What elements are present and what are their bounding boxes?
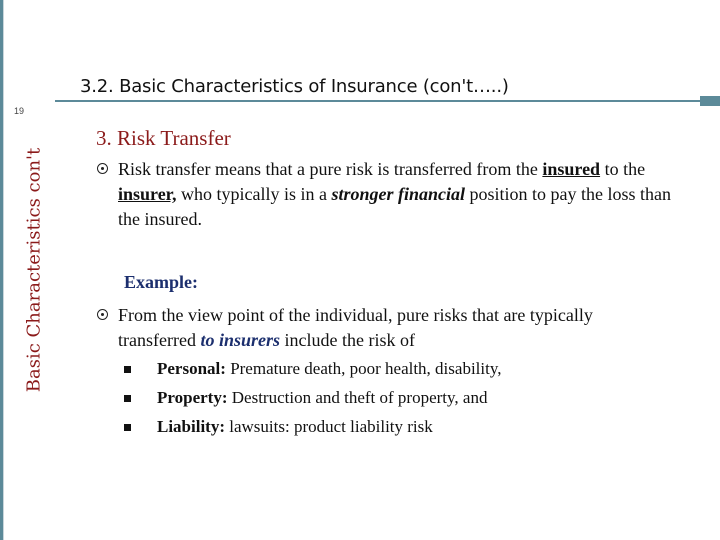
sub-item-property: Property: Destruction and theft of property, and (157, 388, 488, 407)
example-label: Example: (124, 272, 198, 292)
sidebar-vertical-title: Basic Characteristics con't (23, 147, 45, 393)
slide-title: 3.2. Basic Characteristics of Insurance (con't…..) (80, 76, 509, 97)
stronger-financial-emphasis: stronger financial (331, 184, 466, 204)
title-divider-accent (700, 96, 720, 106)
slide-number: 19 (14, 106, 25, 116)
sub-item-personal: Personal: Premature death, poor health, disability, (157, 359, 502, 378)
circle-bullet-icon (97, 163, 108, 174)
square-bullet-icon (124, 424, 131, 431)
risk-transfer-paragraph: Risk transfer means that a pure risk is transferred from the insured to the insurer, who typically is in a stronger financial position to pay the loss than the insured. (118, 159, 672, 229)
circle-bullet-icon (97, 309, 108, 320)
square-bullet-icon (124, 366, 131, 373)
insurer-term: insurer, (118, 184, 177, 204)
example-paragraph: From the view point of the individual, pure risks that are typically transferred to insurers include the risk of (118, 305, 593, 350)
square-bullet-icon (124, 395, 131, 402)
section-heading: 3. Risk Transfer (96, 126, 231, 150)
sub-item-liability: Liability: lawsuits: product liability risk (157, 417, 433, 436)
insured-term: insured (542, 159, 601, 179)
to-insurers-emphasis: to insurers (200, 330, 280, 350)
title-divider (55, 100, 720, 102)
